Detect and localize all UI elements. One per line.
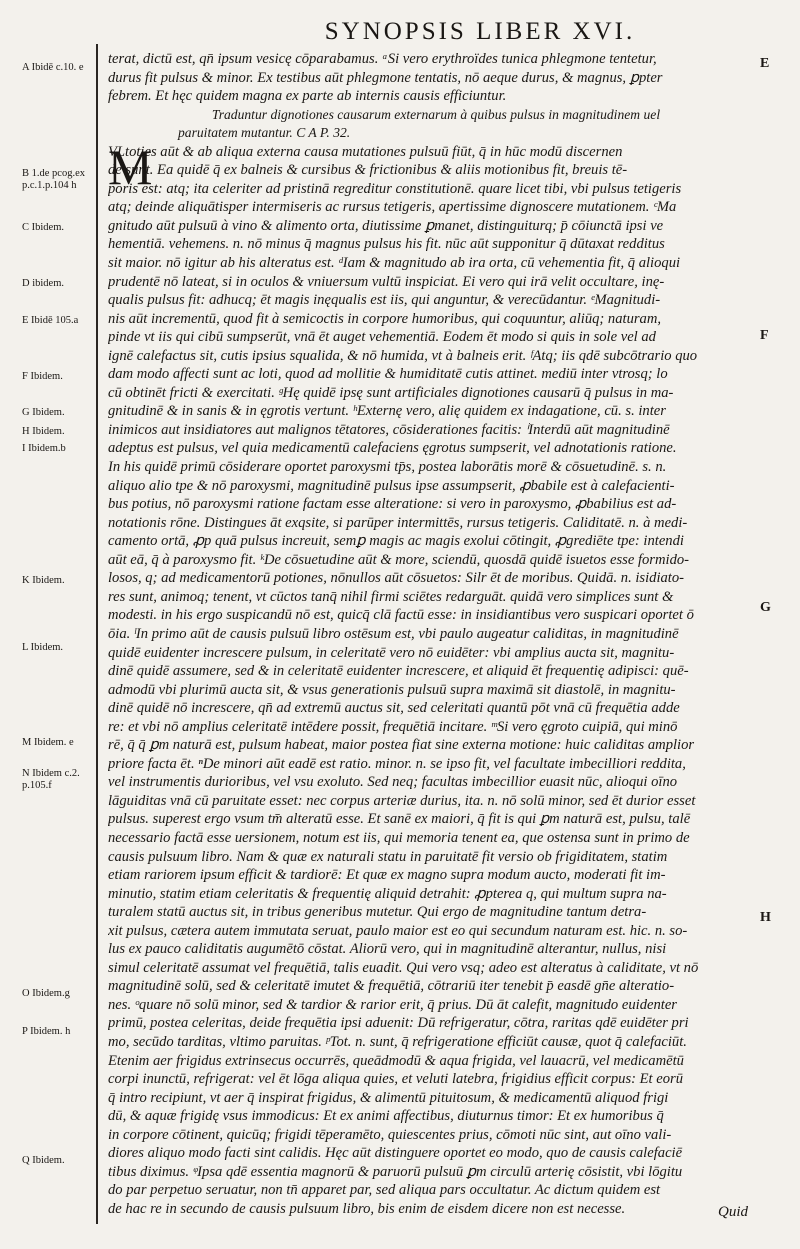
text-line: nis aūt incrementū, quod fit à semicoctis in corpore humoribus, qui coquuntur, aliūq; naturam, — [108, 310, 662, 327]
text-line: in corpore cōtinent, quicūq; frigidi tēperamēto, quiescentes prius, cōmoti nūc sint, aut oīno vali- — [108, 1126, 672, 1143]
margin-note: N Ibidem c.2. p.105.f — [22, 768, 80, 791]
text-line: sit maior. nō igitur ab his alteratus est. ᵈIam & magnitudo ab ira orta, cū vehementia fit, q̄ alioqui — [108, 255, 681, 272]
text-line: magnitudinē solū, sed & celeritatē imutet & frequētiā, cōtrariū iter tenebit p̄ easdē gn̄e alteratio- — [108, 978, 675, 995]
margin-note: D ibidem. — [22, 278, 64, 289]
drop-cap: M — [108, 139, 153, 195]
margin-note: B 1.de pcog.ex p.c.1.p.104 h — [22, 168, 85, 191]
text-line: paruitatem mutantur. C A P. 32. — [178, 125, 351, 141]
text-line: dinē quidē nō increscere, qn̄ ad extremū auctus sit, sed celeritati quantū pōt vnā cū frequētia adde — [108, 700, 680, 717]
text-line: mo, secūdo tarditas, vltimo paruitas. ᵖTot. n. sunt, q̄ refrigeratione efficiūt causæ, quot q̄ calefaciūt. — [108, 1033, 687, 1050]
text-line: priore facta ēt. ⁿDe minori aūt eadē est ratio. minor. n. se ipso fit, vel facultate imbecilliori reddita, — [108, 755, 686, 772]
text-line: dū, & aquæ frigidę vsus immodicus: Et ex animi affectibus, diuturnus timor: Et ex humoribus q̄ — [108, 1108, 664, 1125]
section-letter: F — [760, 328, 769, 343]
text-line: turalem statū auctus sit, in tribus generibus mutetur. Qui ergo de magnitudine tantum detra- — [108, 904, 647, 921]
margin-note: O Ibidem.g — [22, 988, 70, 999]
text-line: pinde vt iis qui cibū sumpserūt, vnā ēt auget vehementiā. Eodem ēt modo si quis in sole vel ad — [108, 329, 656, 346]
running-head: SYNOPSIS LIBER XVI. — [324, 18, 636, 45]
text-line: minutio, statim etiam celeritatis & frequentię aliquid detrahit: ꝓpterea q, qui multum supra na- — [108, 885, 667, 902]
text-line: modesti. in his ergo suspicandū nō est, quicq̄ clā factū esse: in insidiantibus vero suspicari oportet ō — [108, 607, 694, 624]
text-line: diores aliquo modo facti sint calidis. Hęc aūt distinguere oportet eo modo, quo de causis calefaciē — [108, 1145, 683, 1162]
text-line: vel instrumentis durioribus, vel vsu exoluto. Sed neq; facultas imbecillior euasit nūc, alioqui oīno — [108, 774, 678, 791]
text-line: gnitudinē & in sanis & in ęgrotis vertunt. ʰExternę vero, alię quidem ex indagatione, cū. s. inter — [108, 403, 666, 420]
text-line: lus ex pauco caliditatis augumētō cōstat. Aliorū vero, qui in magnitudinē alterantur, nullus, nisi — [108, 941, 667, 958]
margin-note: P Ibidem. h — [22, 1026, 71, 1037]
text-line: prudentē nō lateat, si in oculos & vniuersum vultū inspiciat. Ei vero qui irā velit occultare, inę- — [108, 273, 665, 290]
text-line: notationis rōne. Distingues āt exqsite, si parūper intermittēs, rursus tetigeris. Caliditatē. n. à medi- — [108, 514, 688, 531]
text-line: causis pulsuum libro. Nam & quæ ex naturali statu in paruitatē fit versio ob frigiditatem, statim — [108, 848, 668, 865]
text-line: gnitudo aūt pulsuū à vino & alimento orta, diutissime ꝑmanet, distinguiturq; p̄ cōiunctā ipsi ve — [108, 217, 664, 234]
text-line: durus fit pulsus & minor. Ex testibus aūt phlegmone tentatis, nō aeque durus, & magnus, ꝑpter — [108, 69, 663, 86]
text-line: Etenim aer frigidus extrinsecus occurrēs, queādmodū & aqua frigida, vel lauacrū, vel medicamētū — [108, 1052, 684, 1069]
text-line: ōia. ˡIn primo aūt de causis pulsuū libro ostēsum est, vbi paulo augeatur caliditas, in magnitudinē — [108, 625, 679, 642]
margin-note: M Ibidem. e — [22, 737, 74, 748]
text-line: aūt eā, q̄ à paroxysmo fit. ᵏDe cōsuetudine aūt & more, sciendū, quosdā quidē isuetos esse formido- — [108, 551, 690, 568]
text-line: do par perpetuo seruatur, non tn̄ apparet par, sed aliqua pars occultatur. Ac dictum quidem est — [108, 1182, 661, 1199]
text-line: necessario factā esse uersionem, notum est iis, qui memoria tenent ea, que ostensa sunt in primo de — [108, 829, 690, 846]
text-line: re: et vbi nō amplius celeritatē intēdere possit, frequētiā incitare. ᵐSi vero ęgroto cuipiā, qui minō — [108, 718, 678, 735]
text-line: poris est: atq; ita celeriter ad pristinā regreditur constitutionē. quare licet tibi, vbi pulsus tetigeris — [108, 180, 682, 197]
text-line: de sunt. Ea quidē q̄ ex balneis & cursibus & frictionibus & aliis motionibus fit, breuis tē- — [108, 162, 628, 179]
catchword: Quid — [718, 1204, 748, 1220]
text-line: rē, q̄ q̄ ꝑm naturā est, pulsum habeat, maior postea fiat sine externa motione: huic caliditas amplior — [108, 737, 695, 754]
section-letter: H — [760, 910, 771, 925]
margin-note: E Ibidē 105.a — [22, 315, 79, 326]
margin-note: G Ibidem. — [22, 407, 65, 418]
text-line: aliquo alio tpe & nō paroxysmi, magnitudinē pulsus ipse assumpserit, ꝓbabile est à calefacienti- — [108, 477, 675, 494]
text-line: pulsus. superest ergo vsum tm̄ alteratū esse. Et sanē ex maiori, q̄ fit is qui ꝑm naturā est, pulsu, talē — [108, 811, 691, 828]
text-line: losos, q; ad medicamentorū potiones, nōnullos aūt cōsuetos: Silr ēt de moribus. Quidā. n. isidiato- — [108, 570, 685, 587]
text-line: dinē quidē assumere, sed & in celeritatē euidenter increscere, et aliquid ēt frequentię adipisci: quē- — [108, 663, 689, 680]
margin-note: L Ibidem. — [22, 642, 64, 653]
margin-note: I Ibidem.b — [22, 443, 66, 454]
text-line: qualis pulsus fit: adhucq; ēt magis inęqualis est iis, qui anguntur, & verecūdantur. ᵉMagnitudi- — [108, 292, 661, 309]
text-line: bus potius, nō paroxysmi ratione factam esse alteratione: si vero in paroxysmo, ꝓbabilius est ad- — [108, 496, 677, 513]
margin-rule — [96, 44, 98, 1224]
text-line: de hac re in secundo de causis pulsuum libro, bis enim de eisdem dicere non est necesse. — [108, 1200, 626, 1217]
text-line: tibus diximus. ᵠIpsa qdē essentia magnorū & paruorū pulsuū ꝑm circulū arterię cōsistit, vbi lōgitu — [108, 1163, 683, 1180]
margin-note: F Ibidem. — [22, 371, 63, 382]
text-line: nes. ᵒquare nō solū minor, sed & tardior & rarior erit, q̄ prius. Dū āt calefit, magnitudo euidenter — [108, 996, 677, 1013]
text-line: dam modo affecti sunt ac loti, quod ad mollitie & humiditatē cutis attinet. mediū inter vtrosq; lo — [108, 366, 668, 383]
text-line: camento ortā, ꝓp quā pulsus increuit, semꝑ magis ac magis exolui cōtingit, ꝓgrediēte tpe: intendi — [108, 533, 684, 550]
text-line: In his quidē primū cōsiderare oportet paroxysmi tp̄s, postea laborātis morē & cōsuetudinē. s. n. — [108, 459, 667, 476]
text-line: ignē calefactus sit, cutis ipsius squalida, & nō humida, vt à balneis erit. ᶠAtq; iis qdē subcōtrario quo — [108, 347, 698, 364]
text-line: corpi inunctū, refrigerat: vel ēt lōga aliqua quies, et veluti latebra, frigidius efficit corpus: Et eorū — [108, 1071, 684, 1088]
text-line: xit pulsus, cætera autem immutata seruat, paulo maior est eo qui secundum naturam est. hic. n. so- — [108, 922, 688, 939]
text-line: lāguiditas vnā cū paruitate esset: nec corpus arteriæ durius, ita. n. nō solū minor, sed ēt durior esset — [108, 792, 696, 809]
text-line: quidē euidenter increscere pulsum, in celeritatē vero nō euidēter: vbi amplius aucta sit, magnitu- — [108, 644, 675, 661]
text-line: admodū vbi plurimū aucta sit, & vsus generationis pulsuū supra maximā sit diastolē, in magnitu- — [108, 681, 676, 698]
margin-notes — [0, 0, 96, 1249]
margin-note: C Ibidem. — [22, 222, 64, 233]
text-line: etiam rariorem ipsum efficit & tardiorē: Et quæ ex magno supra modum aucto, moderati fit im- — [108, 867, 666, 884]
body-text — [108, 50, 764, 1218]
text-line: febrem. Et hęc quidem magna ex parte ab internis causis efficiuntur. — [108, 88, 507, 105]
text-line: atq; deinde aliquātisper intermiseris ac rursus tetigeris, apertissime dignoscere mutationem. ᶜMa — [108, 199, 677, 216]
text-line: primū, postea celeritas, deide frequētia ipsi aduenit: Dū refrigeratur, cōtra, raritas qdē euidēter pri — [108, 1015, 689, 1032]
text-line: simul celeritatē assumat vel frequētiā, talis euadit. Qui vero vsq; adeo est alteratus à caliditate, vt nō — [108, 959, 699, 976]
margin-note: A Ibidē c.10. e — [22, 62, 84, 73]
text-line: inimicos aut insidiatores aut malignos tētatores, cōsiderationes facitis: ⁱInterdū aūt magnitudinē — [108, 421, 670, 438]
text-line: res sunt, animoq; tenent, vt cūctos tanq̄ nihil firmi sciētes redarguāt. quidā vero simplices sunt & — [108, 588, 674, 605]
margin-note: K Ibidem. — [22, 575, 65, 586]
margin-note: Q Ibidem. — [22, 1155, 65, 1166]
text-line: terat, dictū est, qn̄ ipsum vesicę cōparabamus. ᵃSi vero erythroïdes tunica phlegmone tentetur, — [108, 51, 657, 67]
text-line: hementiā. vehemens. n. nō minus q̄ magnus pulsus his fit. nūc aūt supponitur q̄ dūtaxat redditus — [108, 236, 665, 253]
text-line: Traduntur dignotiones causarum externarum à quibus pulsus in magnitudinem uel — [211, 106, 661, 122]
section-letter: G — [760, 600, 771, 615]
text-line: adeptus est pulsus, vel quia medicamentū calefaciens ęgrotus sumpserit, vel adnotationis ratione. — [108, 440, 677, 457]
text-line: cū obtinēt fricti & exercitati. ᵍHę quidē ipsę sunt artificiales dignotiones causarū q̄ pulsus in ma- — [108, 384, 674, 401]
section-letter: E — [760, 56, 770, 71]
margin-note: H Ibidem. — [22, 426, 65, 437]
text-line: VLtoties aūt & ab aliqua externa causa mutationes pulsuū fiūt, q̄ in hūc modū discernen — [108, 143, 623, 160]
text-line: q̄ intro recipiunt, vt aer q̄ inspirat frigidus, & alimentū pituitosum, & medicamentū aliquod frigi — [108, 1089, 669, 1106]
